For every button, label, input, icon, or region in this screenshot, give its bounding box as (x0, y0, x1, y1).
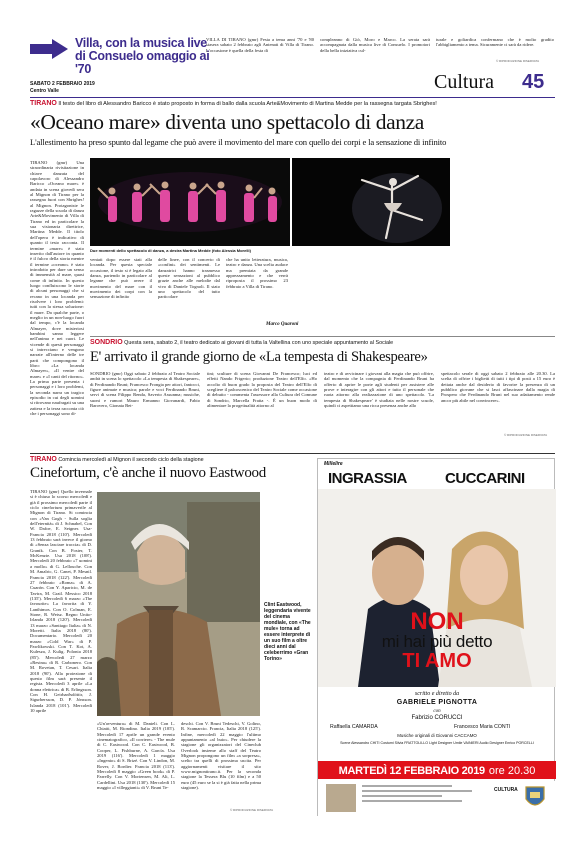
teaser-body-2: compleanno di Giò, Moro e Marco. La serata sarà accompagnata dalla musica live di Consuelo. I promotori della bella iniziativa cul- (320, 37, 430, 53)
dancer-photo[interactable] (292, 158, 450, 246)
ad-with: con (433, 709, 441, 714)
dance-photo-group[interactable] (90, 158, 290, 246)
article1-author: Marco Quaroni (266, 322, 299, 327)
ad-date: MARTEDÌ 12 FEBBRAIO 2019 (338, 765, 485, 777)
article2-column-1: SONDRIO (gmr) Oggi sabato 2 febbraio al Teatro Sociale andrà in scena lo spettacolo «La tempesta di Shakespeare», di Ferdinando Bruni; Francesco Frongia per attori, fantocci, figure animate e musica; parole e voci Ferdinando Bruni, servi di scena Filippo Renda, Saverio Assunma; musiche, suoni e rumori Mauro Ermanno Giovanardi, Fabio Barovero, Gionata Bet- (90, 371, 200, 409)
article2-column-3: teatro e di avvicinare i giovani alla magia che può offrire, dal momento che la compagnia di Ferdinando Bruni ha offerto di aprire le porte agli studenti per assistere alle prove e interagire con gli attori e tutto il personale che ruota attorno alla realizzazione di uno spettacolo. 'La tempesta di Shakespeare' è studiata nelle nostre scuole, quindi ci aspettiamo una ricca presenza anche allo (324, 371, 434, 409)
dance-photo-graphic (90, 158, 290, 246)
issue-date: SABATO 2 FEBBRAIO 2019 (30, 81, 95, 87)
ad-time: ore 20.30 (488, 765, 536, 777)
article1-subhead: L'allestimento ha preso spunto dal legame che può avere il movimento del mare con quello dei corpi e la sensazione di infinito (30, 137, 447, 147)
ad-title (318, 608, 556, 672)
article2-column-4: spettacolo serale di oggi sabato 2 febbraio alle 20.30. La scelta di offrire i biglietti di tutti i tipi di posti a 15 euro è dettata anche dal desiderio di favorire la presenza di un pubblico giovane che si lasci affascinare dalla magia di Prospero che Ferdinando Bruni nel suo adattamento rende ancor più abile nel convincere». (441, 371, 555, 403)
ad-date-banner (318, 761, 556, 779)
dancer-photo-graphic (292, 158, 450, 246)
masthead (30, 37, 555, 99)
article3-column-3: deschi. Con V. Bruni Tedeschi, V. Golino, R. Scamarcio. Francia, Italia 2018 (125'). Infine, mercoledì 22 maggio l'ultimo appuntamento «al buio». Per chiudere la stagione gli organizzatori del Cineclub Overlook insieme allo staff del Teatro Mignon propongono un film «a sorpresa», scelto tra quelli di prossima uscita. Per aggiornamenti visitare il sito www.mignontirano.it. Per la seconda stagione la Tessera Blu (10 film) e a 50 euro (45 euro se la si è già fatta nella prima stagione). (181, 721, 261, 791)
teaser-line-1: Villa, con la musica live (75, 36, 207, 50)
article1-headline: «Oceano mare» diventa uno spettacolo di danza (30, 110, 424, 134)
page-number: 45 (522, 71, 545, 93)
ad-title-line-2: mi hai più detto (381, 632, 493, 651)
edition-name: Centro Valle (30, 88, 59, 94)
article3-kicker-text: Comincia mercoledì al Mignon il secondo ciclo della stagione (58, 457, 204, 463)
teaser-line-2: di Consuelo omaggio ai '70 (75, 49, 210, 76)
ad-info-block (362, 785, 482, 811)
article1-kicker: TIRANO (30, 100, 57, 107)
article2-top-rule (90, 336, 555, 337)
ad-brand: Millelire (324, 461, 343, 467)
article1-photo-caption: Due momenti dello spettacolo di danza, a destra Martina Medde (foto Alessia Morelli) (90, 248, 251, 253)
ad-title-line-3: TI AMO (402, 650, 472, 672)
ad-section: CULTURA (494, 787, 518, 793)
ad-theatre-thumbnail (326, 784, 356, 812)
ad-actor-2: CUCCARINI (445, 470, 525, 487)
article-tempesta (90, 339, 555, 449)
ad-music-credit: Musiche originali di Giovanni CACCAMO (397, 733, 477, 738)
article1-kicker-line (30, 100, 555, 108)
teaser-repro: © RIPRODUZIONE RISERVATA (496, 59, 540, 63)
eastwood-photo-graphic (97, 492, 260, 716)
ad-cast-2: Francesco Maria CONTI (454, 724, 511, 730)
article2-column-2: tini; sculture di scena Giovanni De Francesco; luci ed effetti Nando Frigerio; produzione Teatro dell'Elfo. «Ho accolto di buon grado la proposta del Teatro dell'Elfo di scegliere il palcoscenico del Teatro Sociale come occasione di debutto - commenta l'assessore alla Cultura del Comune di Sondrio, Marcella Fratta -. È un buon modo di alimentare la progettualità attorno al (207, 371, 317, 409)
ad-actor-1: INGRASSIA (328, 470, 407, 487)
ad-title-line-1: NON (410, 608, 464, 635)
ad-co-star: Fabrizio CORUCCI (411, 715, 463, 721)
article1-column-1: TIRANO (gmr) Una straordinaria rivisitazione in chiave danzata del capolavoro di Alessandro Baricco «Oceano mare» è andata in scena giovedì sera al Mignon di Tirano per la rassegna fuori con Sbrighes! al Mignon. Protagoniste le ragazze della scuola di danza Arte&Movimento di Villa di Tirano ed in particolare la sua visionaria direttrice, Martina Medde. Il titolo dell'opera è indicativo di quanto il testo racconta. Il termine «mare» è stato inserito dall'autore in quanto è il fulcro della storia mentre il termine «oceano» è stato introdotto per dare un senso di immensità al mare, quasi come di infinito. In questo luogo confluiscono le storie di alcuni personaggi che si recano in una locanda per risolvere i loro problemi: tutti con la stessa soluzione: il mare. Da qualche parte, o meglio in un non-luogo fuori dal tempo, c'è la locanda Almayer, dove misteriosi bambini sanno leggere nell'anima e nei cuori. Le vicende di questi personaggi si intrecciano e vengono narrate all'interno delle tre parti che compongono il libro: «La locanda Almayer», «Il ventre del mare» e «I canti del ritorno». La prima parte presenta i personaggi e i loro problemi, la seconda narra un tragico episodio in cui degli uomini si ritrovano naufragati su una zattera e la terza racconta ciò che i personaggi sono di- (30, 160, 84, 417)
town-crest-icon (524, 785, 546, 811)
ad-credits: Scene Alessandro CHITI Costumi Silvia FRATTOLILLO Light Designer Umile VAINIERI Audio Designer Enrico PORCELLI (340, 741, 534, 745)
article3-headline: Cinefortum, c'è anche il nuovo Eastwood (30, 465, 266, 481)
article2-kicker-line (90, 339, 555, 347)
masthead-rule (30, 97, 555, 98)
article1-column-2: ventati dopo essere stati alla locanda. Per questa speciale occasione, il testo si è legato alla danza, partendo in particolare al legame che può avere il movimento del mare con il movimento dei corpi con la sensazione di infinito (90, 257, 152, 300)
article1-kicker-text: Il testo del libro di Alessandro Baricco è stato proposto in forma di ballo dalla scuola Arte&Movimento di Martina Medde per la rassegna targata Sbrighes! (58, 101, 437, 107)
arrow-icon (30, 39, 68, 59)
ad-cast-1: Raffaella CAMARDA (330, 724, 378, 730)
article1-column-3: delle linee, con il concerto di «confini» dei sentimenti. Le danzatrici hanno trasmesso queste sensazioni al pubblico grazie anche alle melodie dal vivo di Daniele Tognoli. Il stato uno spettacolo del tutto particolare (158, 257, 220, 300)
teaser-title[interactable] (75, 37, 225, 76)
article1-column-4: che ha unito letteratura, musica, teatro e danza. Una scelta audace ma premiata da grande apprezzamento e che verrà riproposta il prossimo 23 febbraio a Villa di Tirano. (226, 257, 288, 289)
eastwood-photo[interactable] (97, 492, 260, 716)
theatre-ad[interactable] (317, 458, 555, 816)
article3-kicker-line (30, 456, 312, 464)
article3-column-2: «Un'avventura» di M. Danieli. Con L. Chiatti, M. Riondino. Italia 2019 (105'). Mercoledì 17 aprile un grande evento cinematografico, «Il corriere» - The mule di C. Eastwood. Con C. Eastwood, B. Cooper, L. Fishburne, A. García. Usa 2019 (116'). Mercoledì 1 maggio «Ingenio» di S. Brizé. Con V. Lindon, M. Rover, J. Bordier. Francia 2018 (113'). Mercoledì 8 maggio «Green book» di P. Farrelly. Con V. Mortensen, M. Ali, L. Cardellini. Usa 2018 (130'). Mercoledì 15 maggio «I villeggianti» di V. Bruni Te- (97, 721, 175, 791)
article3-photo-caption: Clint Eastwood, leggendaria vivente del cinema mondiale, con «The mule» torna ad essere interprete di un suo film a oltre dieci anni dal celeberrimo «Gran Torino» (264, 602, 311, 662)
article3-kicker: TIRANO (30, 456, 57, 463)
article2-kicker: SONDRIO (90, 339, 123, 346)
article2-repro: © RIPRODUZIONE RISERVATA (504, 433, 548, 437)
section-divider (30, 453, 555, 454)
article3-column-1: TIRANO (gmr) Quello invernale si è chiuso lo scorso mercoledì e già il prossimo mercoledì parte il ciclo cinefortum primaverile al Mignon di Tirano. Si comincia con «Van Gogh - Sulla soglia dell'eternità» di J. Schnabel, Con W. Dafoe, E. Seigner. Usa-Francia 2018 (110'). Mercoledì 13 febbraio sarà invece il giorno di «Senza lasciare traccia» di D. Granik. Con B. Foster, T. McKenzie. Usa 2018 (108'). Mercoledì 20 febbraio «7 uomini a mollo» di G. Lellouche. Con M. Amalric, G. Canet, P. Mesnil. Francia 2018 (122'). Mercoledì 27 febbraio «Roma» di A. Cuarón. Con Y. Aparicio, M. de Tavira, M. Grail. Messico 2018 (135'). Mercoledì 6 marzo «The favourite» La favorita di Y. Lanthimos. Con O. Colman, E. Stone, R. Weisz. Regno Unito-Irlanda 2018 (120'). Mercoledì 13 marzo «Santiago Italia» di N. Moretti. Italia 2018 (80'). Documentario. Mercoledì 20 marzo «Cold War» di P. Pawlikowski. Con T. Kot, A. Kulesza, J. Kulig. Polonia 2018 (85'). Mercoledì 27 marzo «Resina» di R. Carbonero. Con M. Rovetan, T. Cesari. Italia 2018 (90'). Alla proiezione di questo film sarà presente il regista. Mercoledì 3 aprile «La donna elettrica» di B. Erlingsson. Con H. Geirharðsdóttir, J. Sigurbersson, D. P. Jónsson. Islanda 2018 (101'). Mercoledì 10 aprile (30, 489, 92, 714)
article-cinefortum (30, 456, 312, 816)
ad-footer (318, 781, 556, 817)
teaser-body-1: VILLA DI TIRANO (gmr) Festa a tema anni '70 e '80 stasera sabato 2 febbraio agli Antenati di Villa di Tirano. L'occasione è quella della festa di (206, 37, 314, 53)
article2-headline: E' arrivato il grande giorno de «La tempesta di Shakespeare» (90, 349, 428, 365)
ad-director: GABRIELE PIGNOTTA (396, 699, 478, 706)
ad-written-by: scritto e diretto da (414, 691, 460, 697)
article2-kicker-text: Questa sera, sabato 2, il teatro dedicato ai giovani di tutta la Valtellina con uno speciale appuntamento al Sociale (124, 340, 394, 346)
teaser-body-3: turale e goliardica confermano che è molto gradito l'abbigliamento a tema. Sicuramente ci sarà da ridere. (436, 37, 554, 48)
section-title: Cultura (434, 71, 494, 93)
article3-repro: © RIPRODUZIONE RISERVATA (230, 808, 274, 812)
